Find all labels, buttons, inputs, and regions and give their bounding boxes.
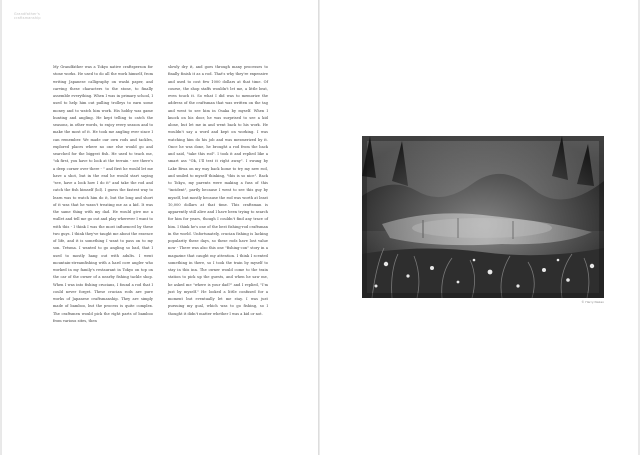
photo-illustration (362, 136, 604, 298)
photo-credit: © Harry Nakao (581, 300, 604, 304)
forest-pond-photo-icon (362, 136, 604, 298)
left-page (2, 0, 319, 455)
body-paragraph: slowly dry it, and goes through many processes to finally finish it as a rod. That's why they're expensive and used to cost few 1000 dollars at that time. Of course, the shop staffs wouldn't let me, a little brat, even touch it. So what I did was to memorize the address of the craftsman that was written on the tag and went to see him in Osaka by myself. When I knock on his door, he was surprised to see a kid alone, but let me in and went back to his work. He wouldn't say a word and kept on working. I was watching him do his job and was mesmerized by it. Once he was done, he brought a rod from the back and said, "take this rod". I took it and replied like a smart ass "Ok, I'll test it right away". I swung by Lake Biwa on my way back home to try my new rod, and smiled to myself thinking, "this is so nice". Back to Tokyo, my parents were making a fuss of this "incident", partly because I went to see this guy by myself, but mostly because the rod was worth at least 10,000 dollars at that time. This craftsman is apparently still alive and I have been trying to search for him for years, though I couldn't find any trace of him. I think he's one of the best fishing-rod craftsman in the world. Unfortunately, crucian fishing is lacking popularity these days, so these rods have lost value now - There was also this one "fishing-con" story in a magazine that caught my attention. I think I scented something in there, so I took the train by myself to stay in this inn. The owner would come to the train station to pick up the guests, and when he saw me, he asked me "where is your dad?" and I replied, "I'm just by myself." He looked a little confused for a moment but eventually let me stay. I was just pursuing my goal, which was to go fishing, so I thought it didn't matter whether I was a kid or not. (168, 65, 268, 316)
body-column-1 (53, 64, 153, 325)
body-paragraph: My Grandfather was a Tokyo native craftsperson for stone works. He used to do all the work himself, from writing Japanese calligraphy on washi paper, and carving these characters to the stone, to finally assemble everything. When I was in primary school, I used to help him out pulling trolleys to earn some money and to watch him work. His hobby was game hunting and angling. He kept telling to catch the seasons, in other words, to enjoy every season and to make the most of it. He took me angling ever since I can remember. We made our own rods and tackles, explored places where no one else would go and searched for the biggest fish. He used to teach me, "ok first, you have to look at the terrain - see there's a deep corner over there - " and first he would let me have a shot, but in the end he would start saying "see, have a look how I do it" and take the rod and catch the fish himself (lol). I guess the fastest way to learn was to watch him do it, but the long and short of it was that he wasn't treating me as a kid. It was the same thing with my dad. He would give me a wallet and tell me go out and play wherever I want to with this - I think I was the most influenced by these two guys. I think they've taught me about the essence of life, and it is something I want to pass on to my son. Tetsma. I wanted to go angling so bad, that I used to mostly hang out with adults. I went mountain-streamfishing with a hard core angler who worked in my family's restaurant in Tokyo on top on the car of the owner of a nearby fishing tackle shop. When I was into fishing crucians, I found a rod that I could never forget. These crucian rods are pure works of Japanese craftsmanship. They are simply made of bamboo, but the process is quite complex. The craftsmen would pick the right parts of bamboo from various sites, then (53, 65, 153, 323)
running-head: Grandfather's craftsmanship (14, 12, 41, 21)
right-page (320, 0, 638, 455)
body-column-2 (168, 64, 268, 318)
